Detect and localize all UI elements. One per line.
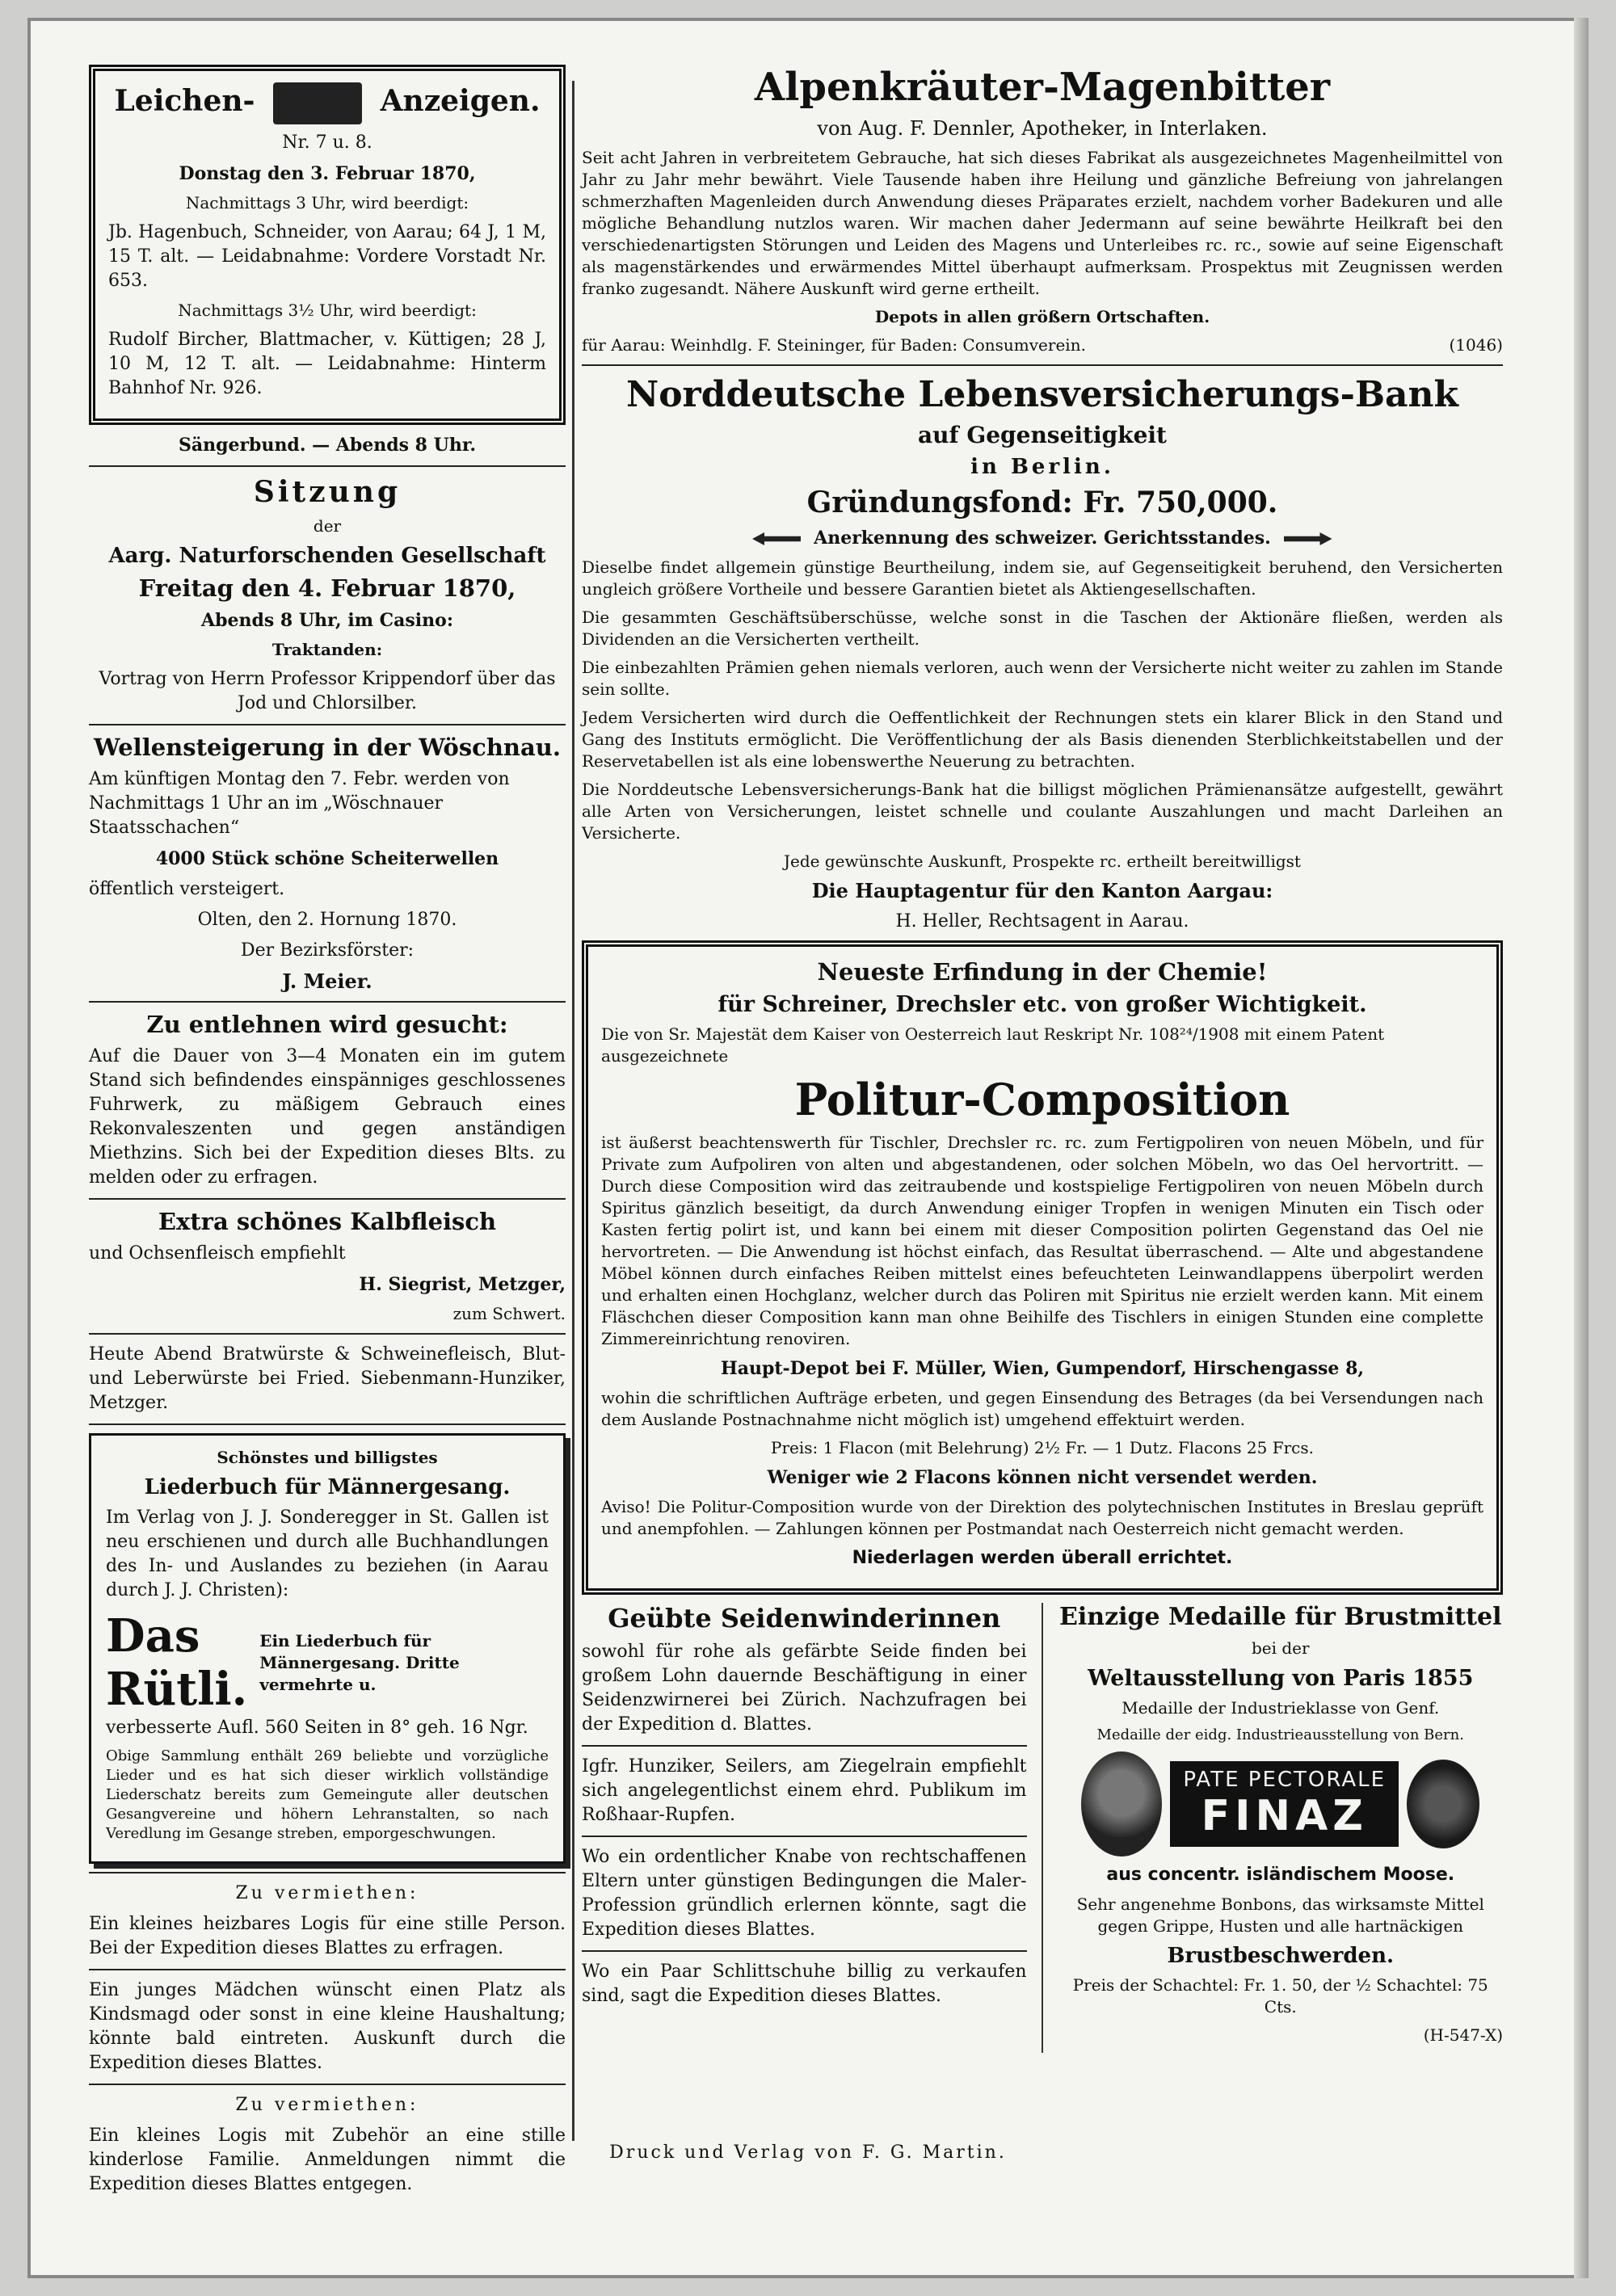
right-bottom-row (582, 1603, 1503, 2053)
medaille-line3: Medaille der eidg. Industrieausstellung von Bern. (1096, 1726, 1464, 1743)
divider (582, 1745, 1027, 1747)
politur-nieder: Niederlagen werden überall errichtet. (852, 1548, 1233, 1568)
sitzung-traktanden: Traktanden: (271, 640, 383, 659)
bank-name: H. Heller, Rechtsagent in Aarau. (895, 911, 1189, 931)
leichen-p1-text: Jb. Hagenbuch, Schneider, von Aarau; 64 J, 1 M, 15 T. alt. — Leidabnahme: Vordere Vorstadt Nr. 653. (108, 222, 546, 291)
leichen-p1-time: Nachmittags 3 Uhr, wird beerdigt: (185, 193, 469, 212)
wellen-name: J. Meier. (282, 969, 372, 993)
entlehnen-text: Auf die Dauer von 3—4 Monaten ein im gutem Stand sich befindendes einspänniges geschlossenes Fuhrwerk, zu mäßigem Gebrauch eines Rekonvaleszenten und gegen anständigen Miethzins. Sich bei der Expedition dieses Blts. zu melden oder zu erfragen. (89, 1046, 566, 1188)
bank-p6: Jede gewünschte Auskunft, Prospekte rc. ertheilt bereitwilligst (784, 852, 1301, 871)
page-edge (1574, 18, 1589, 2278)
leichen-title-b: Anzeigen. (380, 84, 541, 118)
divider (89, 2084, 566, 2085)
imprint-footer: Druck und Verlag von F. G. Martin. (609, 2143, 1007, 2163)
liederbuch-pre: Schönstes und billigstes (217, 1448, 438, 1467)
verm2-text: Ein kleines Logis mit Zubehör an eine stille kinderlose Familie. Anmeldungen nimmt die Expedition dieses Blattes entgegen. (89, 2126, 566, 2194)
leichen-p2-time: Nachmittags 3½ Uhr, wird beerdigt: (178, 301, 477, 320)
right-column (582, 65, 1503, 2053)
divider (89, 724, 566, 725)
divider (89, 1333, 566, 1335)
leichen-nr: Nr. 7 u. 8. (282, 132, 372, 153)
coffin-icon (273, 82, 362, 124)
sitzung-title: Sitzung (253, 475, 402, 509)
schlittschuhe-ad: Wo ein Paar Schlittschuhe billig zu verkaufen sind, sagt die Expedition dieses Blattes. (582, 1962, 1027, 2006)
divider (89, 1969, 566, 1970)
medaille-code: (H-547-X) (1423, 2025, 1504, 2045)
bank-title: Norddeutsche Lebensversicherungs-Bank (625, 374, 1459, 415)
entlehnen-title: Zu entlehnen wird gesucht: (146, 1011, 508, 1038)
liederbuch-sub: Ein Liederbuch für Männergesang. Dritte vermehrte u. (259, 1630, 460, 1694)
politur-ad (582, 940, 1503, 1595)
liederbuch-text2: verbesserte Aufl. 560 Seiten in 8° geh. 16 Ngr. (106, 1718, 528, 1738)
hunziker-ad: Igfr. Hunziker, Seilers, am Ziegelrain empfiehlt sich angelegentlichst einem ehrd. Publikum im Roßhaar-Rupfen. (582, 1756, 1027, 1825)
wellen-title: Wellensteigerung in der Wöschnau. (94, 734, 561, 761)
alpenkraeuter-ad (582, 65, 1503, 356)
medaille-moose: aus concentr. isländischem Moose. (1106, 1865, 1455, 1885)
kalbfleisch-ad (89, 1208, 566, 1325)
liederbuch-text3: Obige Sammlung enthält 269 beliebte und vorzügliche Lieder und es hat sich dieser wirklich vollständige Liederschatz bereits zum Gemeingute aller deutschen Gesangvereine und höhern Lehranstalten, so nach Veredlung im Gesange streben, emporgeschwungen. (106, 1747, 549, 1842)
bank-p3: Die einbezahlten Prämien gehen niemals verloren, auch wenn der Versicherte nicht weiter zu zahlen im Stande sein sollte. (582, 658, 1503, 699)
medaille-ad (1058, 1603, 1503, 2053)
verm2-title: Zu vermiethen: (235, 2095, 419, 2115)
medaille-brust: Brustbeschwerden. (1167, 1944, 1395, 1968)
wellen-role: Der Bezirksförster: (240, 940, 415, 961)
bank-anerk: Anerkennung des schweizer. Gerichtsstandes. (814, 528, 1271, 549)
medaille-expo: Weltausstellung von Paris 1855 (1088, 1666, 1474, 1691)
seide-text: sowohl für rohe als gefärbte Seide finden bei großem Lohn dauernde Beschäftigung in einer Seidenzwirnerei bei Zürich. Nachzufragen bei der Expedition d. Blattes. (582, 1642, 1027, 1735)
left-column (89, 65, 566, 2203)
politur-text: ist äußerst beachtenswerth für Tischler, Drechsler rc. rc. zum Fertigpoliren von neuen Möbeln, und für Private zum Aufpoliren von alten und abgestandenen, oder solchen Möbeln, wo das Oel hervortritt. — Durch diese Composition wird das zeitraubende und kostspielige Fertigpoliren von neuen Möbeln durch Spiritus gänzlich beseitigt, da durch Anwendung einiger Tropfen in wenigen Minuten ein Tisch oder Kasten fertig polirt ist, und kann bei einem mit dieser Composition polirten Gegenstand das Oel nie hervortreten. — Die Anwendung ist höchst einfach, das Resultat überraschend. — Alte und abgestandene Möbel können durch einfaches Reiben mittelst eines befeuchteten Leinwandlappens überpolirt werden und erhalten einen Hochglanz, welcher durch das Poliren mit Spiritus nie erzielt werden kann. Mit einem Fläschchen dieser Composition kann man ohne Beihilfe des Tischlers in einigen Stunden eine complette Zimmereinrichtung renoviren. (601, 1133, 1483, 1348)
leichen-date: Donstag den 3. Februar 1870, (179, 163, 476, 184)
kalb-name: H. Siegrist, Metzger, (359, 1274, 566, 1295)
sitzung-society: Aarg. Naturforschenden Gesellschaft (108, 544, 546, 568)
sitzung-time: Abends 8 Uhr, im Casino: (201, 610, 453, 631)
kalb-title: Extra schönes Kalbfleisch (158, 1208, 497, 1235)
divider (582, 364, 1503, 366)
bank-sub2: in Berlin. (970, 455, 1114, 479)
medaille-price: Preis der Schachtel: Fr. 1. 50, der ½ Schachtel: 75 Cts. (1072, 1975, 1488, 2016)
verm1-title: Zu vermiethen: (235, 1883, 419, 1903)
pate-pectorale: PATE PECTORALE (1183, 1768, 1387, 1792)
alpen-depots: Depots in allen größern Ortschaften. (874, 307, 1210, 326)
right-bottom-left (582, 1603, 1027, 2053)
verm1-text: Ein kleines heizbares Logis für eine stille Person. Bei der Expedition dieses Blattes zu erfragen. (89, 1914, 566, 1958)
politur-title: Politur-Composition (794, 1074, 1290, 1125)
sitzung-date: Freitag den 4. Februar 1870, (138, 574, 516, 602)
medaille-text: Sehr angenehme Bonbons, das wirksamste Mittel gegen Grippe, Husten und alle hartnäckigen (1076, 1894, 1484, 1936)
divider (89, 465, 566, 467)
divider (89, 1872, 566, 1873)
kalb-text: und Ochsenfleisch empfiehlt (89, 1243, 346, 1264)
wellen-text1: Am künftigen Montag den 7. Febr. werden von Nachmittags 1 Uhr an im „Wöschnauer Staatsschachen“ (89, 769, 510, 838)
divider (582, 1836, 1027, 1837)
sitzung-der: der (313, 516, 342, 536)
bank-p5: Die Norddeutsche Lebensversicherungs-Bank hat die billigst möglichen Prämienansätze aufgestellt, gewährt alle Arten von Versicherungen, leistet schnelle und coulante Auszahlungen und macht Darleihen an Versicherte. (582, 780, 1503, 843)
finaz-label (1170, 1761, 1399, 1847)
eagle-emblem-icon (1407, 1760, 1479, 1848)
alpen-aarau: für Aarau: Weinhdlg. F. Steininger, für Baden: Consumverein. (582, 335, 1086, 355)
divider (582, 1950, 1027, 1952)
medaille-bei: bei der (1251, 1638, 1310, 1658)
politur-head: Neueste Erfindung in der Chemie! (817, 958, 1268, 986)
alpen-by: von Aug. F. Dennler, Apotheker, in Interlaken. (817, 117, 1268, 140)
bank-agent: Die Hauptagentur für den Kanton Aargau: (811, 879, 1273, 902)
sitzung-notice (89, 475, 566, 716)
medaille-title: Einzige Medaille für Brustmittel (1059, 1603, 1502, 1631)
leichen-title-a: Leichen- (114, 84, 255, 118)
maedchen-ad: Ein junges Mädchen wünscht einen Platz als Kindsmagd oder sonst in eine kleine Haushaltung; könnte bald eintreten. Auskunft durch die Expedition dieses Blattes. (89, 1980, 566, 2073)
politur-aviso: Aviso! Die Politur-Composition wurde von der Direktion des polytechnischen Institutes in Breslau geprüft und anempfohlen. — Zahlungen können per Postmandat nach Oesterreich nicht gemacht werden. (601, 1497, 1483, 1538)
wellen-text3: öffentlich versteigert. (89, 879, 285, 899)
politur-weniger: Weniger wie 2 Flacons können nicht versendet werden. (767, 1467, 1318, 1488)
wellen-place: Olten, den 2. Hornung 1870. (197, 910, 457, 930)
bank-p2: Die gesammten Geschäftsüberschüsse, welche sonst in die Taschen der Aktionäre fließen, werden als Dividenden an die Versicherten vertheilt. (582, 608, 1503, 649)
bank-p4: Jedem Versicherten wird durch die Oeffentlichkeit der Rechnungen stets ein klarer Blick in den Stand und Gang des Instituts ermöglicht. Die Veröffentlichung der als Basis dienenden Sterblichkeitstabellen und der Reservetabellen ist als eine lobenswerthe Neuerung zu betrachten. (582, 708, 1503, 771)
portrait-medallion-icon (1081, 1751, 1162, 1857)
politur-depot: Haupt-Depot bei F. Müller, Wien, Gumpendorf, Hirschengasse 8, (720, 1358, 1365, 1379)
seide-title: Geübte Seidenwinderinnen (608, 1603, 1001, 1634)
finaz-brand: FINAZ (1201, 1792, 1368, 1840)
liederbuch-name: Das Rütli. (106, 1609, 248, 1716)
bank-ad (582, 374, 1503, 934)
bank-sub1: auf Gegenseitigkeit (918, 422, 1167, 448)
wellen-notice (89, 734, 566, 993)
bank-fund: Gründungsfond: Fr. 750,000. (806, 486, 1278, 519)
entlehnen-notice (89, 1011, 566, 1190)
saengerbund-notice: Sängerbund. — Abends 8 Uhr. (178, 435, 477, 456)
liederbuch-text1: Im Verlag von J. J. Sonderegger in St. Gallen ist neu erschienen und durch alle Buchhandlungen des In- und Auslandes zu beziehen (in Aarau durch J. J. Christen): (106, 1508, 549, 1600)
pointing-hand-icon (1284, 532, 1332, 545)
alpen-code: (1046) (1449, 335, 1503, 355)
knabe-ad: Wo ein ordentlicher Knabe von rechtschaffenen Eltern unter günstigen Bedingungen die Maler-Profession gründlich erlernen könnte, sagt die Expedition dieses Blattes. (582, 1847, 1027, 1940)
liederbuch-title: Liederbuch für Männergesang. (144, 1475, 511, 1499)
column-rule (1042, 1603, 1044, 2053)
divider (89, 1423, 566, 1425)
alpen-text: Seit acht Jahren in verbreitetem Gebrauche, hat sich dieses Fabrikat als ausgezeichnetes Magenheilmittel von Jahr zu Jahr mehr bewährt. Viele Tausende haben ihre Heilung und gänzliche Befreiung von jahrelangen schmerzhaften Magenleiden durch Anwendung dieses Präparates erzielt, nachdem vorher Badekuren und alle mögliche Behandlung nutzlos waren. Wir machen daher Jedermann auf seine bewährte Heilkraft bei den verschiedenartigsten Störungen und Leiden des Magens und Unterleibes rc. rc., sowie auf seine Eigenschaft als magenstärkendes und erwärmendes Mittel überhaupt aufmerksam. Prospektus mit Zeugnissen werden franko zugesandt. Nähere Auskunft wird gerne ertheilt. (582, 148, 1503, 298)
liederbuch-ad (89, 1433, 566, 1864)
bratwurst-ad: Heute Abend Bratwürste & Schweinefleisch, Blut- und Leberwürste bei Fried. Siebenmann-Hunziker, Metzger. (89, 1344, 566, 1413)
politur-depot-text: wohin die schriftlichen Aufträge erbeten, und gegen Einsendung des Betrages (da bei Versendungen nach dem Auslande Postnachnahme nicht möglich ist) umgehend effektuirt werden. (601, 1388, 1483, 1429)
leichen-p2-text: Rudolf Bircher, Blattmacher, v. Küttigen; 28 J, 10 M, 12 T. alt. — Leidabnahme: Hinterm Bahnhof Nr. 926. (108, 330, 546, 398)
divider (89, 1001, 566, 1003)
politur-sub: für Schreiner, Drechsler etc. von großer Wichtigkeit. (718, 992, 1367, 1017)
bank-p1: Dieselbe findet allgemein günstige Beurtheilung, indem sie, auf Gegenseitigkeit beruhend, den Versicherten ungleich größere Vortheile und bessere Garantien bietet als Aktiengesellschaften. (582, 557, 1503, 599)
kalb-sub: zum Schwert. (452, 1304, 566, 1323)
wellen-text2: 4000 Stück schöne Scheiterwellen (155, 848, 499, 869)
column-rule (572, 81, 574, 2141)
alpen-title: Alpenkräuter-Magenbitter (754, 65, 1331, 110)
sitzung-text: Vortrag von Herrn Professor Krippendorf über das Jod und Chlorsilber. (99, 669, 556, 713)
vermiethen-1 (89, 1882, 566, 1961)
medaille-line2: Medaille der Industrieklasse von Genf. (1122, 1698, 1440, 1718)
politur-price: Preis: 1 Flacon (mit Belehrung) 2½ Fr. — 1 Dutz. Flacons 25 Frcs. (771, 1438, 1314, 1457)
leichen-anzeigen (89, 65, 566, 425)
pointing-hand-icon (752, 532, 801, 545)
divider (89, 1198, 566, 1200)
politur-intro: Die von Sr. Majestät dem Kaiser von Oesterreich laut Reskript Nr. 108²⁴/1908 mit einem Patent ausgezeichnete (601, 1024, 1385, 1066)
